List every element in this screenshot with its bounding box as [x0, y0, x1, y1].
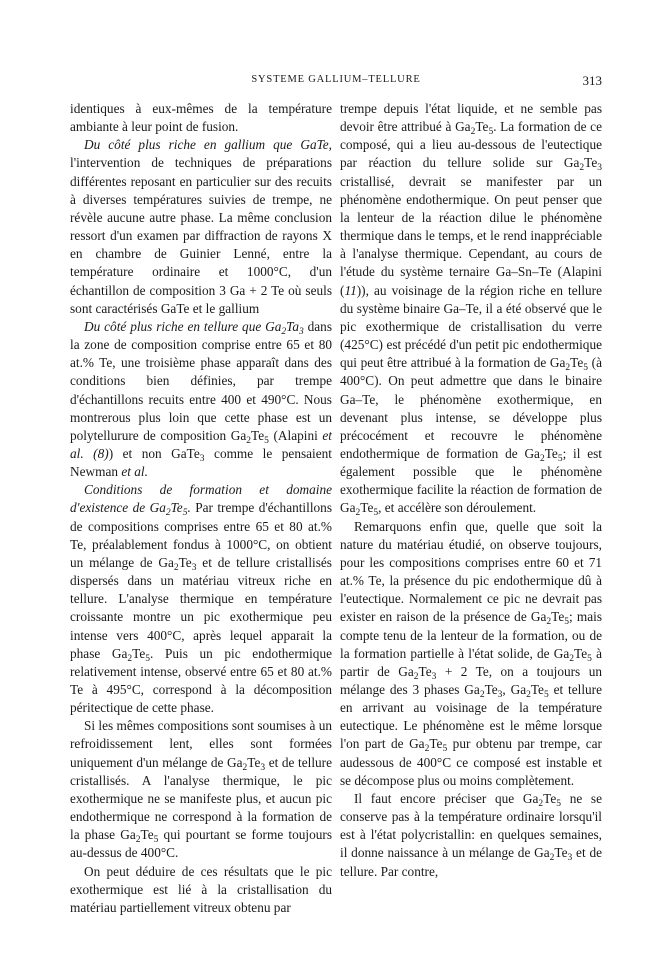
left-column [70, 100, 332, 917]
paragraph-left-4: Conditions de formation et domaine d'existence de $Ga_2Te_5$. Par trempe d'échantillons de compositions comprises entre 65 et 80 at.% Te, préalablement fondus à 1000°C, on obtient un mélange de $Ga_2Te_3$ et de tellure cristallisés dispersés dans un matériau vitreux riche en tellure. L'analyse thermique en température croissante montre un pic exothermique peu intense vers 400°C, après lequel apparait la phase $Ga_2Te_5$. Puis un pic endothermique relativement intense, observé entre 65 et 80 at.% Te à 495°C, correspond à la décomposition péritectique de cette phase. [70, 482, 332, 716]
paragraph-heading: Du côté plus riche en gallium que GaTe, [84, 137, 332, 153]
page-number: 313 [582, 73, 602, 88]
citation-ref: 11 [344, 282, 357, 298]
paragraph-left-1: identiques à eux-mêmes de la température ambiante à leur point de fusion. [70, 101, 332, 135]
paragraph-left-2: Du côté plus riche en gallium que GaTe, l'intervention de techniques de préparations différentes reposant en particulier sur des recuits à diverses températures suivies de trempe, ne révèle aucune autre phase. La même conclusion ressort d'un examen par diffraction de rayons X en chambre de Guinier Lenné, entre la température ordinaire et 1000°C, d'un échantillon de composition 3 Ga + 2 Te où seuls sont caractérisés GaTe et le gallium [70, 137, 332, 316]
paragraph-left-5: Si les mêmes compositions sont soumises à un refroidissement lent, elles sont formées uniquement d'un mélange de $Ga_2Te_3$ et de tellure cristallisés. A l'analyse thermique, le pic exothermique ne se manifeste plus, et aucun pic endothermique ne correspond à la formation de la phase $Ga_2Te_5$ qui pourtant se forme toujours au-dessus de 400°C. [70, 718, 332, 861]
running-title: SYSTEME GALLIUM–TELLURE [251, 74, 421, 85]
paragraph-right-3: Il faut encore préciser que $Ga_2Te_5$ ne se conserve pas à la température ordinaire lorsqu'il est à l'état polycristallin: en quelques semaines, il donne naissance à un mélange de $Ga_2Te_3$ et de tellure. Par contre, [340, 790, 602, 879]
paragraph-left-6: On peut déduire de ces résultats que le pic exothermique est lié à la cristallisation du matériau partiellement vitreux obtenu par [70, 863, 332, 915]
paragraph-heading: Du côté plus riche en tellure que $Ga_2Ta_3$ [84, 318, 304, 337]
citation-ref: (8) [83, 445, 109, 461]
paragraph-heading: Conditions de formation et domaine d'existence de $Ga_2Te_5$. [70, 482, 332, 519]
page-header [70, 74, 602, 90]
paragraph-right-2: Remarquons enfin que, quelle que soit la nature du matériau étudié, on observe toujours, pour les compositions comprises entre 60 et 71 at.% Te, la présence du pic endothermique dû à l'eutectique. Normalement ce pic ne devrait pas exister en raison de la présence de $Ga_2Te_5$; mais compte tenu de la lenteur de la formation, ou de la formation partielle à l'état solide, de $Ga_2Te_5$ à partir de $Ga_2Te_3 + 2$ Te, on a toujours un mélange des 3 phases $Ga_2Te_3$, $Ga_2Te_5$ et tellure en arrivant au voisinage de la température eutectique. Le phénomène est le même lorsque l'on part de $Ga_2Te_5$ pur obtenu par trempe, car audessous de 400°C ce composé est instable et se décompose plus ou moins complètement. [340, 518, 603, 788]
paragraph-left-3: Du côté plus riche en tellure que $Ga_2Ta_3$ dans la zone de composition comprise entre 65 et 80 at.% Te, une troisième phase apparaît dans des conditions bien définies, par trempe d'échantillons recuits entre 400 et 490°C. Nous montrerous plus loin que cette phase est un polytellurure de composition $Ga_2Te_5$ (Alapini et al. (8)) et non GaTe$_3$ comme le pensaient Newman et al. [70, 318, 333, 480]
right-column [340, 100, 602, 881]
paragraph-right-1: trempe depuis l'état liquide, et ne semble pas devoir être attribué à $Ga_2Te_5$. La formation de ce composé, qui a lieu au-dessous de l'eutectique par réaction du tellure solide sur $Ga_2Te_3$ cristallisé, devrait se manifester par un phénomène endothermique. On peut penser que la lenteur de la réaction dilue le phénomène thermique dans le temps, et le rend inappréciable à l'analyse thermique. Cependant, au cours de l'étude du système ternaire Ga–Sn–Te (Alapini (11)), au voisinage de la région riche en tellure du système binaire Ga–Te, il a été observé que le pic exothermique de cristallisation du verre (425°C) est précédé d'un petit pic endothermique qui peut être attribué à la formation de $Ga_2Te_5$ (à 400°C). On peut admettre que dans le binaire Ga–Te, le phénomène exothermique, en devenant plus intense, se développe plus précocément et recouvre le phénomène endothermique de formation de $Ga_2Te_5$; il est également possible que le phénomène exothermique facilite la réaction de formation de $Ga_2Te_5$, et accélère son déroulement. [340, 101, 602, 519]
